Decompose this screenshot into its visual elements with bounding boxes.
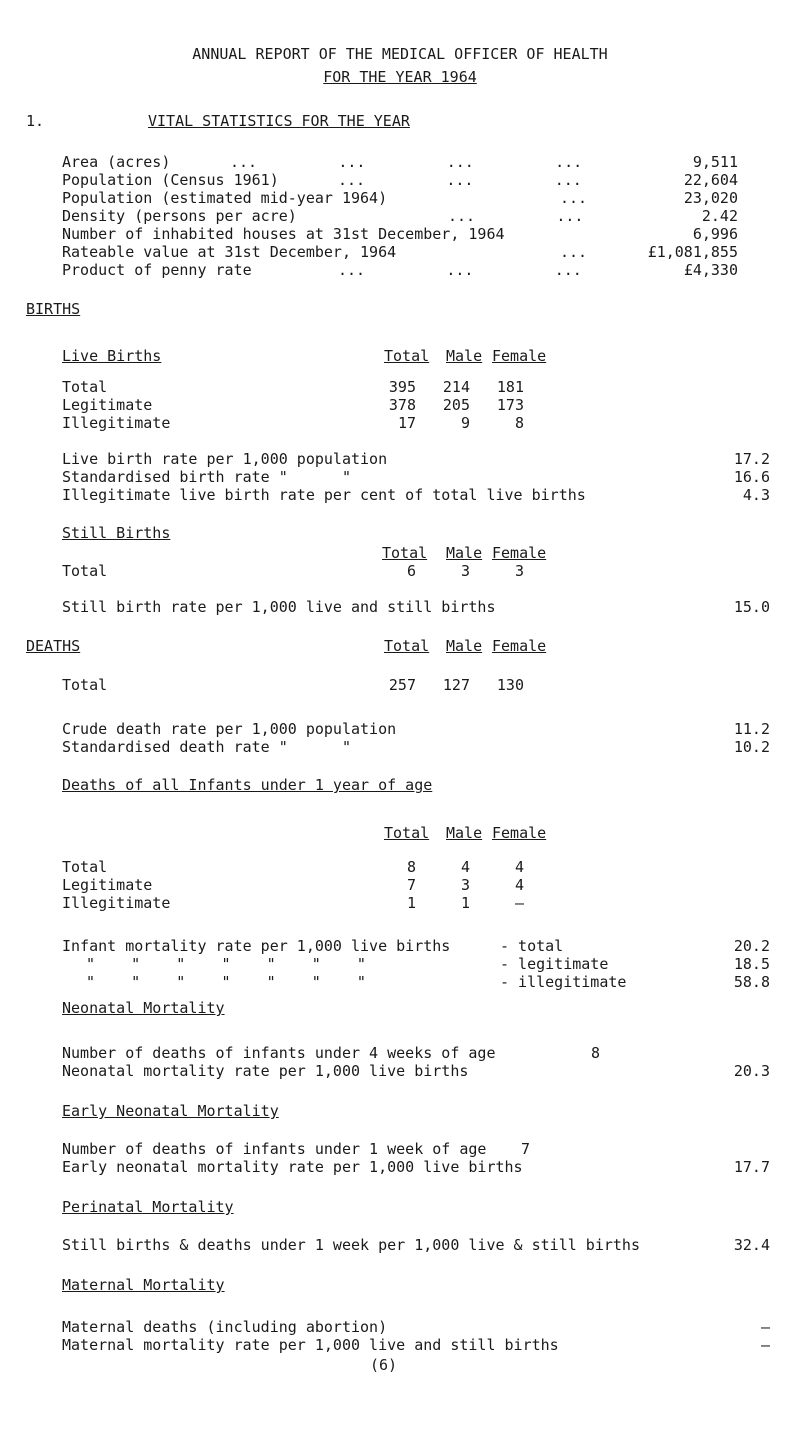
leader-dots: ... ... — [448, 207, 584, 225]
column-header-female: Female — [492, 544, 547, 562]
rate-value: 4.3 — [742, 486, 770, 504]
rate-label: Live birth rate per 1,000 population — [62, 450, 388, 468]
vital-row-label: Population (Census 1961) — [62, 171, 279, 189]
infant-deaths-heading: Deaths of all Infants under 1 year of age — [62, 776, 433, 794]
table-cell-total: 7 — [406, 876, 416, 894]
neonatal-rate-label: Neonatal mortality rate per 1,000 live births — [62, 1062, 469, 1080]
page-number: (6) — [370, 1356, 398, 1374]
vital-row-value: 6,996 — [692, 225, 738, 243]
leader-dots: ... ... ... — [338, 171, 582, 189]
vital-row-value: £4,330 — [683, 261, 738, 279]
infant-mortality-suffix: - total — [500, 937, 564, 955]
vital-row-label: Density (persons per acre) — [62, 207, 297, 225]
column-header-male: Male — [446, 824, 483, 842]
rate-value: – — [760, 1318, 770, 1336]
neonatal-count: 8 — [590, 1044, 600, 1062]
vital-row-value: 9,511 — [692, 153, 738, 171]
rate-value: 18.5 — [733, 955, 770, 973]
rate-label: Still birth rate per 1,000 live and still births — [62, 598, 496, 616]
table-cell-total: 17 — [397, 414, 416, 432]
rate-label: Illegitimate live birth rate per cent of total live births — [62, 486, 586, 504]
ditto-marks: " " " " " " " — [86, 955, 366, 973]
column-header-total: Total — [382, 544, 428, 562]
table-cell-total: 8 — [406, 858, 416, 876]
table-cell-male: 4 — [460, 858, 470, 876]
infant-mortality-label: Infant mortality rate per 1,000 live births — [62, 937, 451, 955]
rate-value: 11.2 — [733, 720, 770, 738]
table-row-label: Total — [62, 676, 108, 694]
rate-value: – — [760, 1336, 770, 1354]
rate-value: 20.2 — [733, 937, 770, 955]
neonatal-heading: Neonatal Mortality — [62, 999, 225, 1017]
rate-label: Standardised birth rate " " — [62, 468, 351, 486]
table-row-label: Total — [62, 858, 108, 876]
table-cell-female: 8 — [514, 414, 524, 432]
vital-row-label: Area (acres) — [62, 153, 171, 171]
column-header-total: Total — [384, 824, 430, 842]
table-cell-male: 1 — [460, 894, 470, 912]
leader-dots: ... — [560, 189, 588, 207]
table-cell-female: 130 — [496, 676, 524, 694]
column-header-female: Female — [492, 637, 547, 655]
table-cell-male: 214 — [442, 378, 470, 396]
leader-dots: ... ... ... ... — [230, 153, 583, 171]
early-neonatal-count: 7 — [520, 1140, 530, 1158]
births-heading: BIRTHS — [26, 300, 81, 318]
neonatal-count-label: Number of deaths of infants under 4 weeks of age — [62, 1044, 496, 1062]
rate-label: Standardised death rate " " — [62, 738, 351, 756]
vital-row-label: Population (estimated mid-year 1964) — [62, 189, 388, 207]
table-cell-male: 127 — [442, 676, 470, 694]
table-cell-male: 9 — [460, 414, 470, 432]
table-cell-female: 4 — [514, 858, 524, 876]
perinatal-heading: Perinatal Mortality — [62, 1198, 234, 1216]
rate-value: 17.2 — [733, 450, 770, 468]
table-row-label: Illegitimate — [62, 414, 171, 432]
rate-value: 15.0 — [733, 598, 770, 616]
table-cell-male: 3 — [460, 876, 470, 894]
table-cell-total: 395 — [388, 378, 416, 396]
early-neonatal-rate-label: Early neonatal mortality rate per 1,000 live births — [62, 1158, 523, 1176]
table-row-label: Illegitimate — [62, 894, 171, 912]
leader-dots: ... ... ... — [338, 261, 582, 279]
table-cell-total: 6 — [406, 562, 416, 580]
table-cell-total: 257 — [388, 676, 416, 694]
maternal-row-label: Maternal mortality rate per 1,000 live and still births — [62, 1336, 559, 1354]
live-births-heading: Live Births — [62, 347, 162, 365]
vital-row-label: Product of penny rate — [62, 261, 252, 279]
vital-row-value: 23,020 — [683, 189, 738, 207]
table-cell-female: 181 — [496, 378, 524, 396]
table-row-label: Total — [62, 562, 108, 580]
early-neonatal-heading: Early Neonatal Mortality — [62, 1102, 279, 1120]
vital-row-label: Number of inhabited houses at 31st December, 1964 — [62, 225, 505, 243]
table-cell-male: 205 — [442, 396, 470, 414]
still-births-heading: Still Births — [62, 524, 171, 542]
column-header-total: Total — [384, 637, 430, 655]
rate-value: 32.4 — [733, 1236, 770, 1254]
rate-value: 16.6 — [733, 468, 770, 486]
column-header-female: Female — [492, 347, 547, 365]
perinatal-label: Still births & deaths under 1 week per 1,000 live & still births — [62, 1236, 640, 1254]
column-header-male: Male — [446, 347, 483, 365]
vital-row-value: £1,081,855 — [647, 243, 738, 261]
table-cell-female: – — [514, 894, 524, 912]
column-header-total: Total — [384, 347, 430, 365]
rate-value: 58.8 — [733, 973, 770, 991]
vital-row-label: Rateable value at 31st December, 1964 — [62, 243, 397, 261]
column-header-male: Male — [446, 637, 483, 655]
vital-row-value: 22,604 — [683, 171, 738, 189]
vital-row-value: 2.42 — [701, 207, 738, 225]
report-subtitle: FOR THE YEAR 1964 — [323, 68, 477, 86]
column-header-male: Male — [446, 544, 483, 562]
table-cell-female: 173 — [496, 396, 524, 414]
section-number: 1. — [26, 112, 45, 130]
table-row-label: Total — [62, 378, 108, 396]
table-cell-male: 3 — [460, 562, 470, 580]
leader-dots: ... — [560, 243, 588, 261]
maternal-heading: Maternal Mortality — [62, 1276, 225, 1294]
infant-mortality-suffix: - illegitimate — [500, 973, 627, 991]
rate-value: 10.2 — [733, 738, 770, 756]
table-cell-female: 4 — [514, 876, 524, 894]
table-row-label: Legitimate — [62, 396, 153, 414]
rate-label: Crude death rate per 1,000 population — [62, 720, 397, 738]
rate-value: 17.7 — [733, 1158, 770, 1176]
report-title: ANNUAL REPORT OF THE MEDICAL OFFICER OF HEALTH — [192, 45, 608, 63]
table-cell-total: 1 — [406, 894, 416, 912]
early-neonatal-count-label: Number of deaths of infants under 1 week of age — [62, 1140, 487, 1158]
table-row-label: Legitimate — [62, 876, 153, 894]
maternal-row-label: Maternal deaths (including abortion) — [62, 1318, 388, 1336]
infant-mortality-suffix: - legitimate — [500, 955, 609, 973]
vital-statistics-heading: VITAL STATISTICS FOR THE YEAR — [148, 112, 410, 130]
table-cell-female: 3 — [514, 562, 524, 580]
rate-value: 20.3 — [733, 1062, 770, 1080]
ditto-marks: " " " " " " " — [86, 973, 366, 991]
table-cell-total: 378 — [388, 396, 416, 414]
deaths-heading: DEATHS — [26, 637, 81, 655]
column-header-female: Female — [492, 824, 547, 842]
